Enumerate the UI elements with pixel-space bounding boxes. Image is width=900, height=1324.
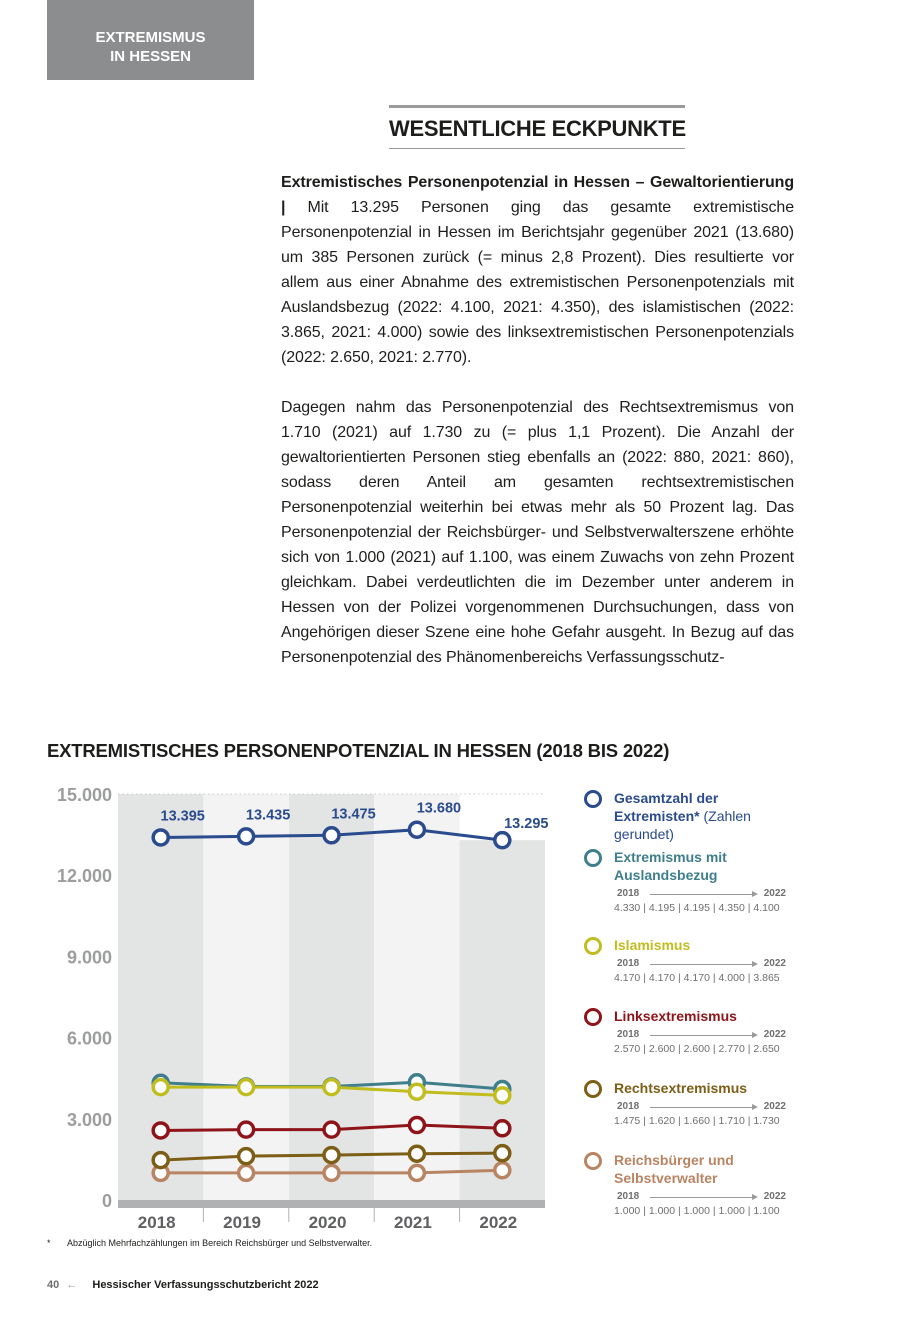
data-point bbox=[324, 828, 339, 843]
data-point bbox=[324, 1148, 339, 1163]
section-tab-line2: IN HESSEN bbox=[110, 48, 191, 65]
x-tick-label: 2019 bbox=[223, 1213, 262, 1230]
footnote-star: * bbox=[47, 1238, 51, 1248]
paragraph-1 bbox=[281, 170, 794, 370]
x-axis-bar bbox=[118, 1200, 545, 1208]
paragraph-1-lead: Extremistisches Personenpotenzial in Hessen – Gewaltorientierung | bbox=[281, 174, 794, 216]
section-tab bbox=[47, 0, 254, 80]
body-text bbox=[281, 170, 794, 695]
legend-marker-rechtsextremismus bbox=[584, 1080, 602, 1098]
legend-label-total: Gesamtzahl der Extremisten* bbox=[614, 790, 719, 824]
data-point bbox=[153, 1080, 168, 1095]
x-tick-label: 2021 bbox=[393, 1213, 432, 1230]
x-tick-label: 2018 bbox=[137, 1213, 176, 1230]
y-axis-ticks bbox=[57, 785, 112, 1211]
data-point bbox=[495, 1121, 510, 1136]
line-chart bbox=[40, 780, 560, 1230]
y-tick-label: 12.000 bbox=[56, 866, 112, 887]
legend-name-total bbox=[614, 789, 799, 843]
data-label: 13.475 bbox=[331, 806, 376, 823]
legend-range-to: 2022 bbox=[763, 958, 786, 969]
data-point bbox=[239, 1149, 254, 1164]
legend-range-linksextremismus bbox=[614, 1029, 786, 1043]
back-arrow-icon[interactable]: ← bbox=[66, 1279, 78, 1291]
data-point bbox=[409, 1118, 424, 1133]
range-arrow-icon bbox=[650, 1197, 756, 1198]
range-arrow-icon bbox=[650, 894, 756, 895]
legend-name-rechtsextremismus: Rechtsextremismus bbox=[614, 1080, 748, 1096]
paragraph-1-text: Mit 13.295 Personen ging das gesamte extremistische Personenpotenzial in Hessen im Berichtsjahr gegenüber 2021 (13.680) um 385 Personen zurück (= minus 2,8 Prozent). Dies resultierte vor allem aus einer Abnahme des extremistischen Personenpotenzials mit Auslandsbezug (2022: 4.100, 2021: 4.350), des islamistischen (2022: 3.865, 2021: 4.000) sowie des linksextremistischen Personenpotenzials (2022: 2.650, 2021: 2.770). bbox=[281, 199, 794, 366]
data-point bbox=[324, 1080, 339, 1095]
legend-marker-auslandsbezug bbox=[584, 849, 602, 867]
chart-title: EXTREMISTISCHES PERSONENPOTENZIAL IN HESSEN (2018 BIS 2022) bbox=[47, 740, 670, 761]
y-tick-label: 9.000 bbox=[66, 947, 112, 968]
data-point bbox=[239, 1080, 254, 1095]
legend-values-rechtsextremismus: 1.475 | 1.620 | 1.660 | 1.710 | 1.730 bbox=[614, 1115, 780, 1127]
data-point bbox=[495, 1146, 510, 1161]
data-point bbox=[495, 1088, 510, 1103]
legend-range-to: 2022 bbox=[763, 888, 786, 899]
legend-note-total: (Zahlen gerundet) bbox=[614, 808, 751, 842]
data-label: 13.295 bbox=[504, 816, 549, 833]
y-tick-label: 0 bbox=[101, 1191, 112, 1211]
legend-name-islamismus: Islamismus bbox=[614, 937, 691, 953]
legend-range-auslandsbezug bbox=[614, 888, 786, 902]
data-point bbox=[324, 1122, 339, 1137]
legend-marker-islamismus bbox=[584, 937, 602, 955]
legend-range-from: 2018 bbox=[617, 1191, 640, 1202]
legend-range-from: 2018 bbox=[617, 958, 640, 969]
data-point bbox=[409, 1165, 424, 1180]
legend-marker-reichsbuerger bbox=[584, 1152, 602, 1170]
data-point bbox=[239, 829, 254, 844]
section-tab-line1: EXTREMISMUS bbox=[95, 29, 206, 46]
data-label: 13.435 bbox=[245, 807, 291, 824]
data-point bbox=[239, 1165, 254, 1180]
legend-range-to: 2022 bbox=[763, 1101, 786, 1112]
data-point bbox=[409, 822, 424, 837]
paragraph-2: Dagegen nahm das Personenpotenzial des Rechtsextremismus von 1.710 (2021) auf 1.730 zu (= plus 1,1 Prozent). Die Anzahl der gewaltorientierten Personen stieg ebenfalls an (2022: 880, 2021: 860), sodass deren Anteil am gesamten rechtsextremistischen Personenpotenzial weiterhin bei etwas mehr als 50 Prozent lag. Das Personenpotenzial der Reichsbürger- und Selbstverwalterszene erhöhte sich von 1.000 (2021) auf 1.100, was einem Zuwachs von zehn Prozent gleichkam. Dabei verdeutlichten die im Dezember unter anderem in Hessen von der Polizei vorgenommenen Durchsuchungen, dass von Angehörigen dieser Szene eine hohe Gefahr ausgeht. In Bezug auf das Personenpotenzial des Phänomenbereichs Verfassungsschutz- bbox=[281, 399, 794, 666]
footnote bbox=[47, 1238, 372, 1248]
page-footer bbox=[47, 1279, 319, 1291]
data-point bbox=[495, 833, 510, 848]
x-tick-label: 2020 bbox=[308, 1213, 347, 1230]
legend-values-islamismus: 4.170 | 4.170 | 4.170 | 4.000 | 3.865 bbox=[614, 972, 780, 984]
report-title: Hessischer Verfassungsschutzbericht 2022 bbox=[92, 1279, 319, 1291]
data-point bbox=[153, 1123, 168, 1138]
x-axis bbox=[118, 1200, 545, 1230]
legend-values-auslandsbezug: 4.330 | 4.195 | 4.195 | 4.350 | 4.100 bbox=[614, 902, 780, 914]
page-number: 40 bbox=[47, 1279, 60, 1291]
column-band-2021 bbox=[374, 794, 462, 1200]
legend-name-linksextremismus: Linksextremismus bbox=[614, 1008, 737, 1024]
y-tick-label: 15.000 bbox=[56, 785, 112, 805]
y-tick-label: 3.000 bbox=[66, 1109, 112, 1130]
legend-values-linksextremismus: 2.570 | 2.600 | 2.600 | 2.770 | 2.650 bbox=[614, 1043, 780, 1055]
legend-range-to: 2022 bbox=[763, 1191, 786, 1202]
data-point bbox=[153, 1153, 168, 1168]
data-label: 13.680 bbox=[416, 800, 462, 817]
data-point bbox=[153, 830, 168, 845]
legend-range-from: 2018 bbox=[617, 1101, 640, 1112]
legend-range-reichsbuerger bbox=[614, 1191, 786, 1205]
legend-range-rechtsextremismus bbox=[614, 1101, 786, 1115]
legend-name-reichsbuerger: Reichsbürger und Selbstverwalter bbox=[614, 1152, 734, 1186]
legend-range-from: 2018 bbox=[617, 1029, 640, 1040]
data-point bbox=[324, 1165, 339, 1180]
legend-range-to: 2022 bbox=[763, 1029, 786, 1040]
legend-marker-linksextremismus bbox=[584, 1008, 602, 1026]
legend-range-islamismus bbox=[614, 958, 786, 972]
data-point bbox=[409, 1146, 424, 1161]
data-label: 13.395 bbox=[160, 808, 205, 825]
section-title: WESENTLICHE ECKPUNKTE bbox=[389, 116, 686, 141]
legend-marker-total bbox=[584, 790, 602, 808]
range-arrow-icon bbox=[650, 1107, 756, 1108]
range-arrow-icon bbox=[650, 1035, 756, 1036]
section-heading bbox=[389, 105, 685, 149]
column-band-2020 bbox=[289, 794, 374, 1200]
data-point bbox=[495, 1163, 510, 1178]
heading-rule-bottom bbox=[389, 148, 685, 149]
data-point bbox=[409, 1084, 424, 1099]
range-arrow-icon bbox=[650, 964, 756, 965]
column-bands bbox=[118, 794, 545, 1200]
legend-name-auslandsbezug: Extremismus mit Auslandsbezug bbox=[614, 849, 727, 883]
column-band-2019 bbox=[203, 794, 291, 1200]
footnote-text: Abzüglich Mehrfachzählungen im Bereich Reichsbürger und Selbstverwalter. bbox=[67, 1238, 373, 1248]
y-tick-label: 6.000 bbox=[66, 1028, 112, 1049]
legend-range-from: 2018 bbox=[617, 888, 640, 899]
legend-values-reichsbuerger: 1.000 | 1.000 | 1.000 | 1.000 | 1.100 bbox=[614, 1205, 780, 1217]
data-point bbox=[239, 1122, 254, 1137]
x-tick-label: 2022 bbox=[479, 1213, 518, 1230]
